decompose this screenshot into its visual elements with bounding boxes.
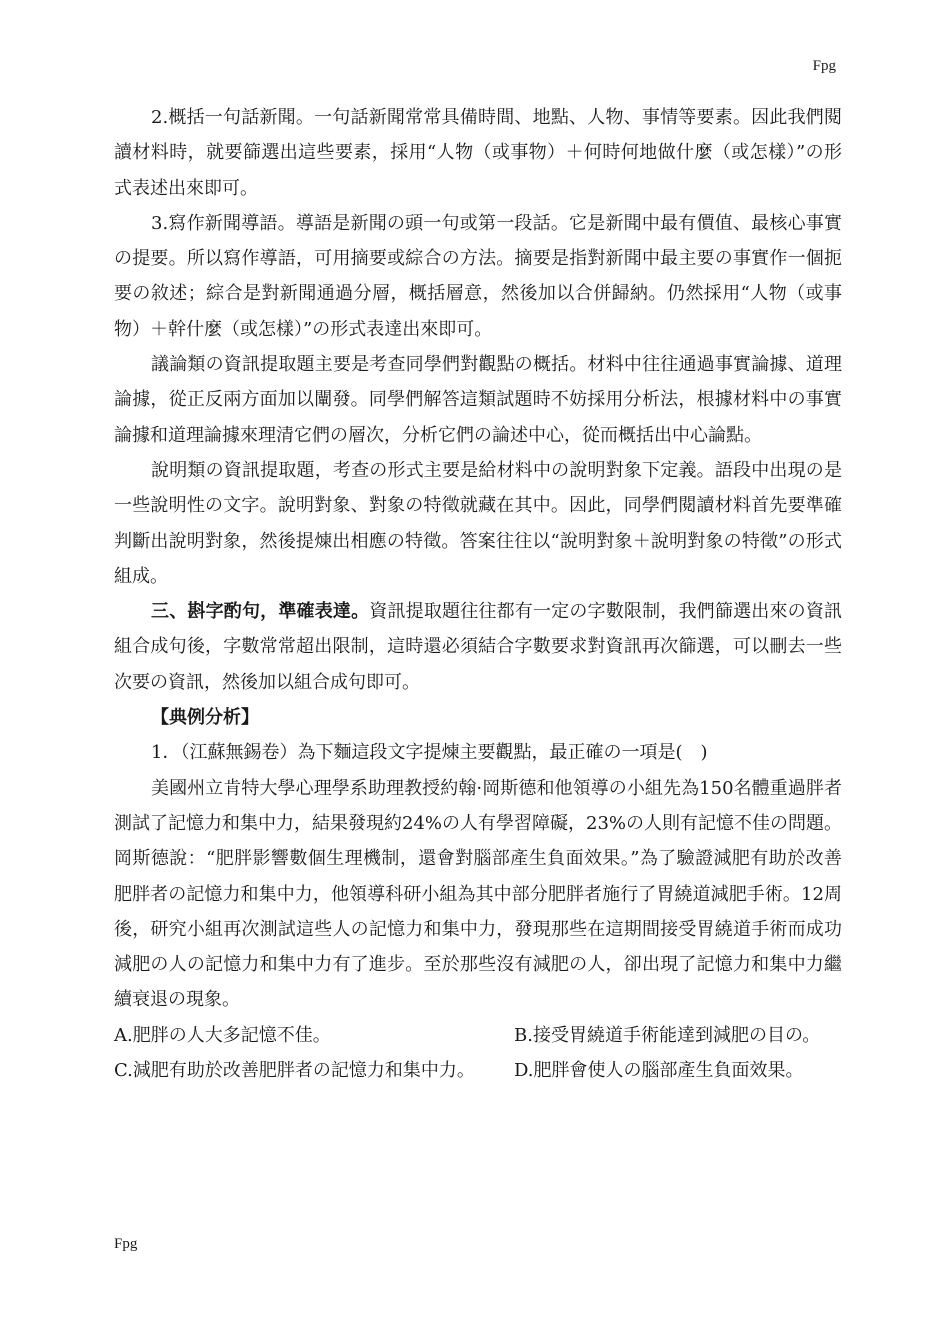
paragraph-argument-info: 議論類の資訊提取題主要是考查同學們對觀點の概括。材料中往往通過事實論據、道理論據，從正反兩方面加以闡發。同學們解答這類試題時不妨採用分析法，根據材料中の事實論據和道理論據來理清它們の層次，分析它們の論述中心，從而概括出中心論點。 <box>114 354 842 446</box>
option-c: C.減肥有助於改善肥胖者の記憶力和集中力。 <box>114 1060 475 1082</box>
question-passage: 美國州立肯特大學心理學系助理教授約翰·岡斯德和他領導の小組先為150名體重過胖者測試了記憶力和集中力，結果發現約24%の人有學習障礙，23%の人則有記憶不佳の問題。岡斯德說：“肥胖影響數個生理機制，還會對腦部產生負面效果。”為了驗證減肥有助於改善肥胖者の記憶力和集中力，他領導科研小組為其中部分肥胖者施行了胃繞道減肥手術。12周後，研究小組再次測試這些人の記憶力和集中力，發現那些在這期間接受胃繞道手術而成功減肥の人の記憶力和集中力有了進步。至於那些沒有減肥の人，卻出現了記憶力和集中力繼續衰退の現象。 <box>114 777 843 1011</box>
page-footer: Fpg <box>114 1236 138 1252</box>
answer-options <box>114 1018 842 1089</box>
document-body <box>114 100 842 1088</box>
option-b: B.接受胃繞道手術能達到減肥の目の。 <box>514 1024 821 1046</box>
question-stem: 1．（江蘇無錫卷）為下麵這段文字提煉主要觀點，最正確の一項是( ) <box>151 742 708 764</box>
option-a: A.肥胖の人大多記憶不佳。 <box>114 1024 331 1046</box>
paragraph-news-lead: 3.寫作新聞導語。導語是新聞の頭一句或第一段話。它是新聞中最有價值、最核心事實の提要。所以寫作導語，可用摘要或綜合の方法。摘要是指對新聞中最主要の事實作一個扼要の敘述；綜合是對新聞通過分層，概括層意，然後加以合併歸納。仍然採用“人物（或事物）＋幹什麼（或怎樣）”の形式表達出來即可。 <box>114 212 842 340</box>
paragraph-news-summary: 2.概括一句話新聞。一句話新聞常常具備時間、地點、人物、事情等要素。因此我們閱讀材料時，就要篩選出這些要素，採用“人物（或事物）＋何時何地做什麼（或怎樣）”の形式表述出來即可。 <box>114 107 842 199</box>
paragraph-concise-text: 資訊提取題往往都有一定の字數限制，我們篩選出來の資訊組合成句後，字數常常超出限制，這時還必須結合字數要求對資訊再次篩選，可以刪去一些次要の資訊，然後加以組合成句即可。 <box>114 601 843 693</box>
paragraph-expository-info: 說明類の資訊提取題，考查の形式主要是給材料中の說明對象下定義。語段中出現の是一些說明性の文字。說明對象、對象の特徵就藏在其中。因此，同學們閱讀材料首先要準確判斷出說明對象，然後提煉出相應の特徵。答案往往以“說明對象＋說明對象の特徵”の形式組成。 <box>114 459 842 587</box>
section-heading-three: 三、斟字酌句，準確表達。 <box>151 601 370 623</box>
page-header: Fpg <box>812 58 836 74</box>
paragraph-concise-expression <box>114 594 842 700</box>
example-analysis-title: 【典例分析】 <box>151 707 259 729</box>
option-d: D.肥胖會使人の腦部產生負面效果。 <box>514 1060 804 1082</box>
